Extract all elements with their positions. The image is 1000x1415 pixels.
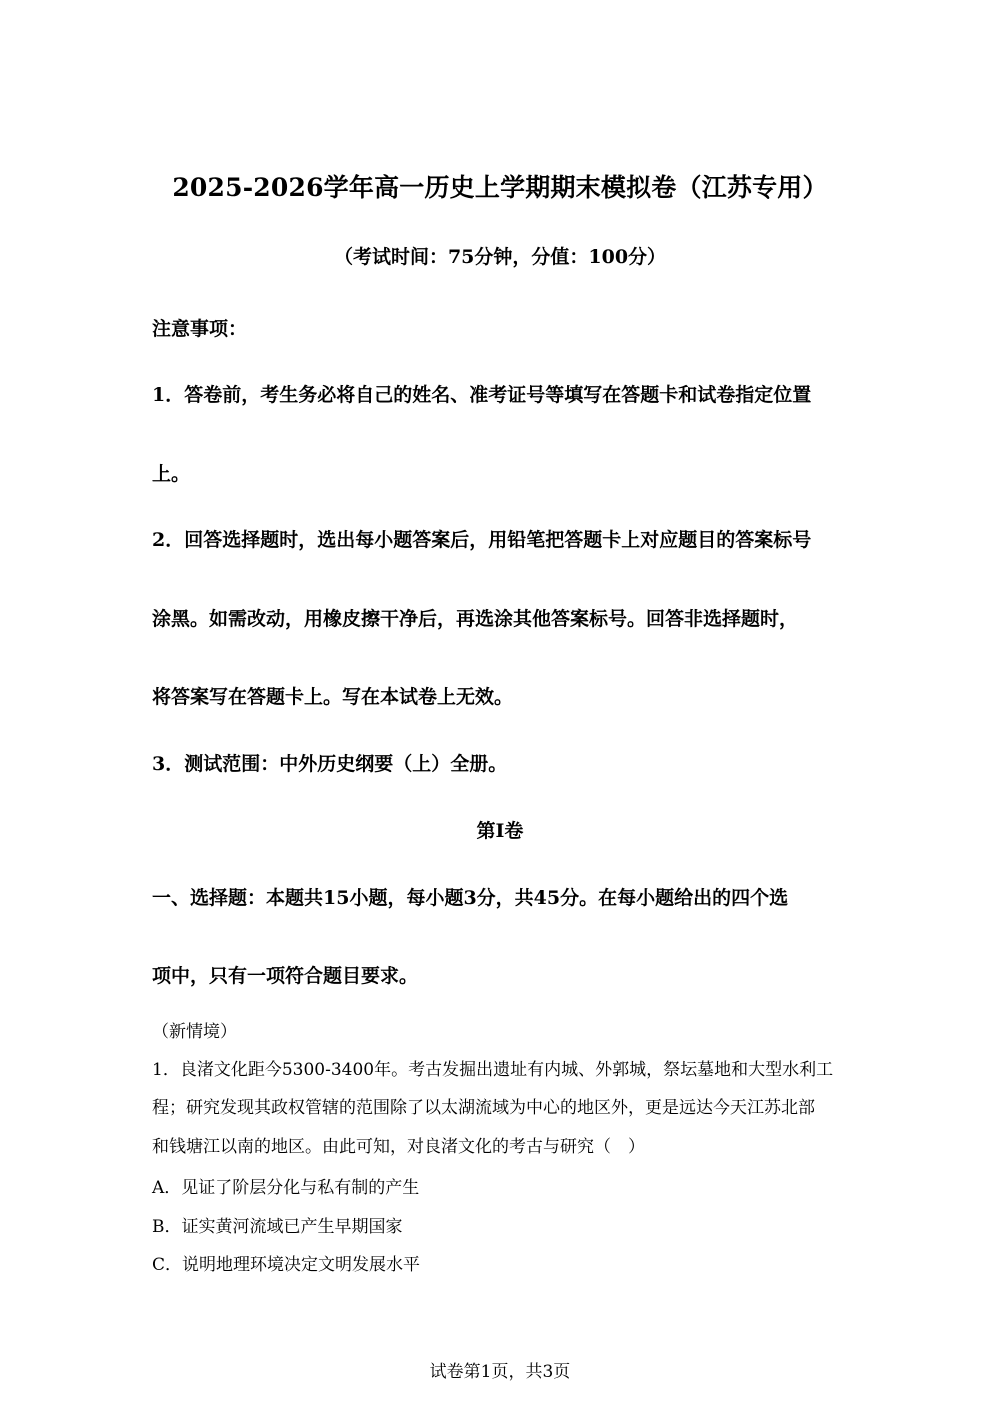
option-a: A．见证了阶层分化与私有制的产生: [152, 1178, 420, 1198]
question-tag: （新情境）: [152, 1022, 237, 1042]
notice-line-3: 2．回答选择题时，选出每小题答案后，用铅笔把答题卡上对应题目的答案标号: [152, 529, 812, 551]
notice-line-6: 3．测试范围：中外历史纲要（上）全册。: [152, 753, 508, 775]
notice-line-1: 1．答卷前，考生务必将自己的姓名、准考证号等填写在答题卡和试卷指定位置: [152, 384, 812, 406]
notice-line-4: 涂黑。如需改动，用橡皮擦干净后，再选涂其他答案标号。回答非选择题时，: [152, 608, 799, 630]
exam-title: 2025-2026学年高一历史上学期期末模拟卷（江苏专用）: [172, 173, 828, 202]
notice-line-2: 上。: [152, 463, 191, 485]
page-footer: 试卷第1页，共3页: [429, 1362, 571, 1382]
question-1-line-3: 和钱塘江以南的地区。由此可知，对良渚文化的考古与研究（ ）: [152, 1137, 645, 1157]
section-heading-line-1: 一、选择题：本题共15小题，每小题3分，共45分。在每小题给出的四个选: [152, 887, 789, 909]
exam-time-score: （考试时间：75分钟，分值：100分）: [333, 246, 667, 268]
section-heading-line-2: 项中，只有一项符合题目要求。: [152, 965, 419, 987]
option-b: B．证实黄河流域已产生早期国家: [152, 1217, 403, 1237]
notice-line-5: 将答案写在答题卡上。写在本试卷上无效。: [152, 686, 514, 708]
volume-heading: 第Ⅰ卷: [476, 820, 524, 842]
option-c: C．说明地理环境决定文明发展水平: [152, 1255, 421, 1275]
question-1-line-1: 1．良渚文化距今5300-3400年。考古发掘出遗址有内城、外郭城，祭坛墓地和大型水利工: [152, 1060, 834, 1080]
notice-heading: 注意事项：: [152, 318, 248, 340]
question-1-line-2: 程；研究发现其政权管辖的范围除了以太湖流域为中心的地区外，更是远达今天江苏北部: [152, 1098, 815, 1118]
